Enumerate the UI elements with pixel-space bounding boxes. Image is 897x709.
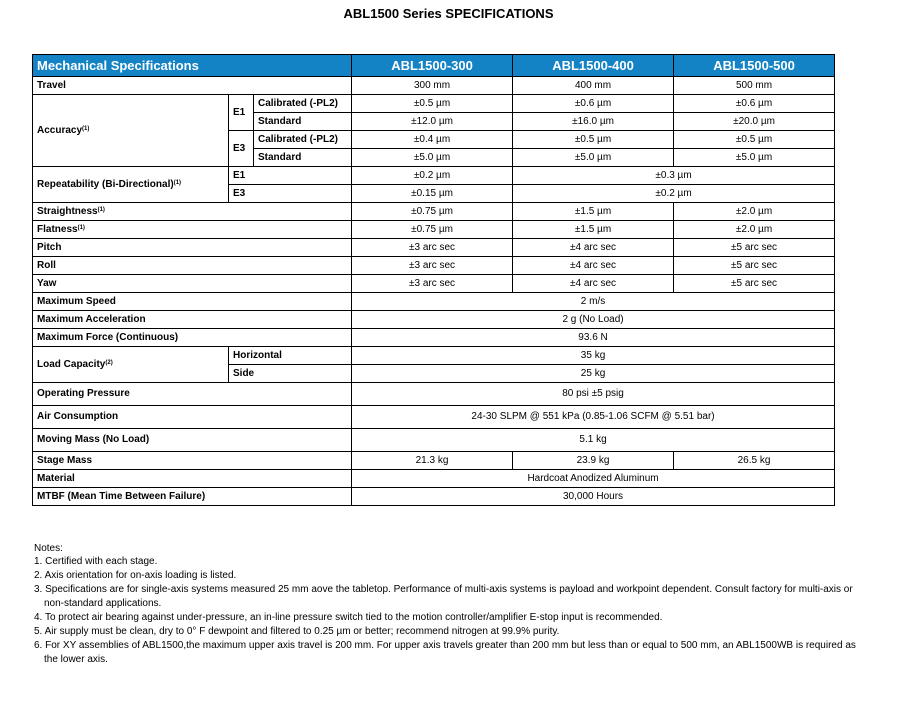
cell-value: ±2.0 µm <box>674 221 835 239</box>
table-row <box>33 275 835 293</box>
cell-value: ±0.5 µm <box>513 131 674 149</box>
column-header-500: ABL1500-500 <box>674 55 835 77</box>
sub-label: Standard <box>254 113 352 131</box>
cell-value: ±5.0 µm <box>513 149 674 167</box>
cell-value: ±0.2 µm <box>352 167 513 185</box>
cell-value: ±0.2 µm <box>513 185 835 203</box>
grade-e1: E1 <box>229 95 254 131</box>
cell-value: 30,000 Hours <box>352 488 835 506</box>
table-row <box>33 470 835 488</box>
note-item: 1. Certified with each stage. <box>34 556 158 567</box>
note-item: 2. Axis orientation for on-axis loading is listed. <box>34 570 237 581</box>
cell-value: ±4 arc sec <box>513 275 674 293</box>
row-label: MTBF (Mean Time Between Failure) <box>33 488 352 506</box>
cell-value: ±16.0 µm <box>513 113 674 131</box>
row-label-accuracy: Accuracy$^{(1)}$ <box>33 95 229 167</box>
grade-e1: E1 <box>229 167 352 185</box>
cell-value: Hardcoat Anodized Aluminum <box>352 470 835 488</box>
cell-value: 300 mm <box>352 77 513 95</box>
table-row <box>33 95 835 113</box>
cell-value: ±4 arc sec <box>513 239 674 257</box>
grade-e3: E3 <box>229 185 352 203</box>
cell-value: ±20.0 µm <box>674 113 835 131</box>
table-row <box>33 329 835 347</box>
grade-e3: E3 <box>229 131 254 167</box>
row-label-repeatability: Repeatability (Bi-Directional)$^{(1)}$ <box>33 167 229 203</box>
cell-value: 5.1 kg <box>352 429 835 452</box>
cell-value: ±0.4 µm <box>352 131 513 149</box>
cell-value: ±2.0 µm <box>674 203 835 221</box>
row-label: Maximum Force (Continuous) <box>33 329 352 347</box>
cell-value: ±3 arc sec <box>352 275 513 293</box>
notes-section <box>34 544 864 667</box>
cell-value: ±0.6 µm <box>674 95 835 113</box>
row-label: Yaw <box>33 275 352 293</box>
row-label: Maximum Acceleration <box>33 311 352 329</box>
cell-value: ±1.5 µm <box>513 221 674 239</box>
row-label: Stage Mass <box>33 452 352 470</box>
row-label: Operating Pressure <box>33 383 352 406</box>
cell-value: ±4 arc sec <box>513 257 674 275</box>
table-row <box>33 77 835 95</box>
table-row <box>33 293 835 311</box>
row-label: Travel <box>33 77 352 95</box>
notes-heading: Notes: <box>34 543 63 554</box>
cell-value: 80 psi ±5 psig <box>352 383 835 406</box>
table-row <box>33 239 835 257</box>
row-label-load-capacity: Load Capacity$^{(2)}$ <box>33 347 229 383</box>
table-row <box>33 383 835 406</box>
cell-value: 400 mm <box>513 77 674 95</box>
cell-value: 2 g (No Load) <box>352 311 835 329</box>
cell-value: ±5.0 µm <box>352 149 513 167</box>
page-title: ABL1500 Series SPECIFICATIONS <box>343 6 554 21</box>
column-header-400: ABL1500-400 <box>513 55 674 77</box>
sub-label: Side <box>229 365 352 383</box>
table-row <box>33 311 835 329</box>
table-row <box>33 203 835 221</box>
row-label: Material <box>33 470 352 488</box>
cell-value: ±1.5 µm <box>513 203 674 221</box>
cell-value: ±5.0 µm <box>674 149 835 167</box>
cell-value: ±0.75 µm <box>352 221 513 239</box>
section-header: Mechanical Specifications <box>33 55 352 77</box>
table-row <box>33 429 835 452</box>
row-label: Maximum Speed <box>33 293 352 311</box>
cell-value: 21.3 kg <box>352 452 513 470</box>
cell-value: 500 mm <box>674 77 835 95</box>
table-row <box>33 167 835 185</box>
cell-value: ±5 arc sec <box>674 239 835 257</box>
cell-value: ±5 arc sec <box>674 257 835 275</box>
cell-value: ±3 arc sec <box>352 257 513 275</box>
note-item: 5. Air supply must be clean, dry to 0° F dewpoint and filtered to 0.25 µm or better; recommend nitrogen at 99.9% purity. <box>34 626 560 637</box>
cell-value: 25 kg <box>352 365 835 383</box>
cell-value: ±0.6 µm <box>513 95 674 113</box>
cell-value: 26.5 kg <box>674 452 835 470</box>
sub-label: Horizontal <box>229 347 352 365</box>
cell-value: 93.6 N <box>352 329 835 347</box>
table-row <box>33 452 835 470</box>
table-row <box>33 221 835 239</box>
cell-value: 24-30 SLPM @ 551 kPa (0.85-1.06 SCFM @ 5.51 bar) <box>352 406 835 429</box>
cell-value: ±0.15 µm <box>352 185 513 203</box>
row-label-straightness: Straightness$^{(1)}$ <box>33 203 352 221</box>
row-label: Air Consumption <box>33 406 352 429</box>
note-item: 3. Specifications are for single-axis systems measured 25 mm aove the tabletop. Performance of multi-axis systems is payload and workpoint dependent. Consult factory for multi-axis or non-standard applications. <box>34 584 853 609</box>
sub-label: Calibrated (-PL2) <box>254 131 352 149</box>
row-label: Roll <box>33 257 352 275</box>
spec-table <box>32 54 835 506</box>
cell-value: ±0.3 µm <box>513 167 835 185</box>
cell-value: 2 m/s <box>352 293 835 311</box>
cell-value: ±0.75 µm <box>352 203 513 221</box>
row-label-flatness: Flatness$^{(1)}$ <box>33 221 352 239</box>
row-label: Moving Mass (No Load) <box>33 429 352 452</box>
cell-value: ±5 arc sec <box>674 275 835 293</box>
column-header-300: ABL1500-300 <box>352 55 513 77</box>
cell-value: ±3 arc sec <box>352 239 513 257</box>
cell-value: 35 kg <box>352 347 835 365</box>
cell-value: ±0.5 µm <box>352 95 513 113</box>
sub-label: Calibrated (-PL2) <box>254 95 352 113</box>
table-row <box>33 406 835 429</box>
table-header-row <box>33 55 835 77</box>
note-item: 4. To protect air bearing against under-pressure, an in-line pressure switch tied to the motion controller/amplifier E-stop input is recommended. <box>34 612 663 623</box>
sub-label: Standard <box>254 149 352 167</box>
table-row <box>33 488 835 506</box>
cell-value: ±0.5 µm <box>674 131 835 149</box>
cell-value: ±12.0 µm <box>352 113 513 131</box>
table-row <box>33 257 835 275</box>
cell-value: 23.9 kg <box>513 452 674 470</box>
note-item: 6. For XY assemblies of ABL1500,the maximum upper axis travel is 200 mm. For upper axis travels greater than 200 mm but less than or equal to 500 mm, an ABL1500WB is required as the lower axis. <box>34 640 856 665</box>
table-row <box>33 347 835 365</box>
row-label: Pitch <box>33 239 352 257</box>
